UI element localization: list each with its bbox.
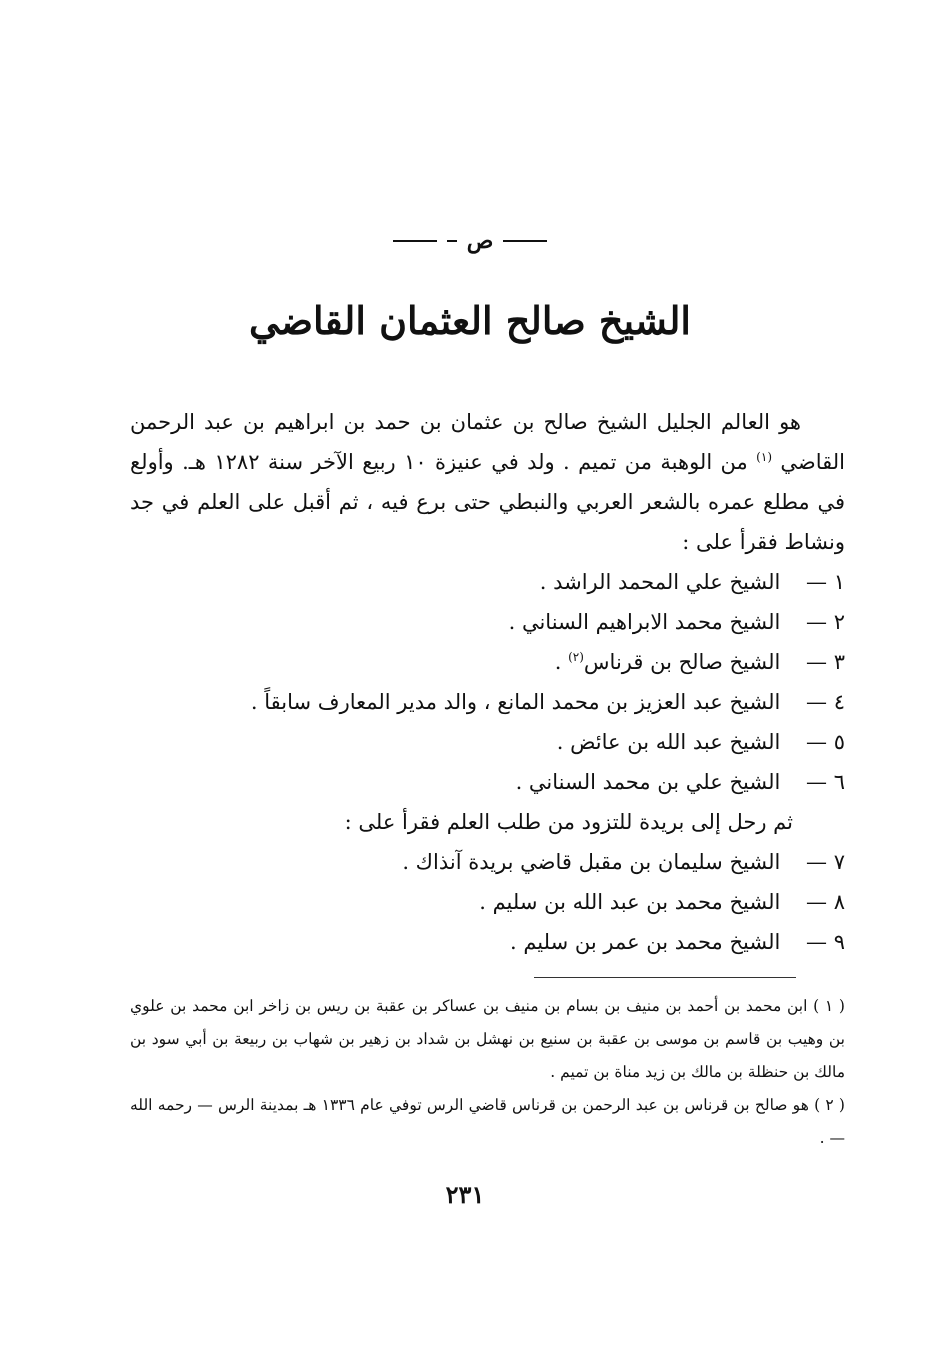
list-item [130, 602, 845, 642]
item-number: ٢ — [806, 610, 845, 634]
footnote-ref-1[interactable]: (١) [756, 450, 772, 464]
item-text: الشيخ صالح بن قرناس [583, 650, 781, 674]
item-text: الشيخ محمد بن عمر بن سليم . [509, 930, 781, 954]
divider-dash [503, 240, 547, 242]
item-number: ٣ — [806, 650, 845, 674]
item-text: الشيخ علي المحمد الراشد . [539, 570, 781, 594]
intro-text: هو العالم الجليل الشيخ صالح بن عثمان بن حمد بن ابراهيم بن عبد الرحمن القاضي [130, 410, 845, 474]
item-text-end: . [554, 650, 569, 674]
footnote-1: ( ١ ) ابن محمد بن أحمد بن منيف بن بسام بن منيف بن عساكر بن عقبة بن ريس بن زاخر ابن محمد بن علوي بن وهيب بن قاسم بن موسى بن عقبة بن سنيع بن نهشل بن شداد بن زهير بن شهاب بن ربيعة بن أبي سود بن مالك بن حنظلة بن مالك بن زيد مناة بن تميم . [130, 997, 845, 1081]
intro-paragraph [130, 402, 845, 562]
list-item [130, 562, 845, 602]
footnotes [130, 990, 845, 1155]
page-number: ٢٣١ [445, 1180, 485, 1209]
item-text: الشيخ محمد بن عبد الله بن سليم . [479, 890, 781, 914]
footnote-2: ( ٢ ) هو صالح بن قرناس بن عبد الرحمن بن قرناس قاضي الرس توفي عام ١٣٣٦ هـ بمدينة الرس — رحمه الله — . [130, 1096, 845, 1147]
item-number: ٩ — [806, 930, 845, 954]
footnote-divider [534, 977, 796, 978]
list-item [130, 762, 845, 802]
item-number: ١ — [806, 570, 845, 594]
item-number: ٥ — [806, 730, 845, 754]
item-number: ٧ — [806, 850, 845, 874]
item-text: الشيخ محمد الابراهيم السناني . [508, 610, 781, 634]
item-number: ٦ — [806, 770, 845, 794]
item-text: الشيخ سليمان بن مقبل قاضي بريدة آنذاك . [402, 850, 781, 874]
section-number: ص [466, 228, 494, 254]
list-item [130, 682, 845, 722]
footnote-ref-2[interactable]: (٢) [568, 650, 584, 664]
list-item [130, 642, 845, 682]
divider-dash [447, 240, 457, 242]
item-text: الشيخ علي بن محمد السناني . [515, 770, 781, 794]
divider-dash [393, 240, 437, 242]
item-text: الشيخ عبد الله بن عائض . [556, 730, 781, 754]
item-text: الشيخ عبد العزيز بن محمد المانع ، والد مدير المعارف سابقاً . [250, 690, 781, 714]
item-number: ٨ — [806, 890, 845, 914]
list-item [130, 722, 845, 762]
page-title: الشيخ صالح العثمان القاضي [249, 298, 691, 343]
main-text [130, 402, 845, 962]
intro-text-continued: من الوهبة من تميم . ولد في عنيزة ١٠ ربيع الآخر سنة ١٢٨٢ هـ. وأولع في مطلع عمره بالشعر العربي والنبطي حتى برع فيه ، ثم أقبل على العلم في جد ونشاط فقرأ على : [130, 450, 845, 554]
section-marker [370, 226, 570, 256]
second-intro: ثم رحل إلى بريدة للتزود من طلب العلم فقرأ على : [344, 810, 793, 834]
list-item [130, 882, 845, 922]
item-number: ٤ — [806, 690, 845, 714]
list-item [130, 922, 845, 962]
list-item [130, 842, 845, 882]
